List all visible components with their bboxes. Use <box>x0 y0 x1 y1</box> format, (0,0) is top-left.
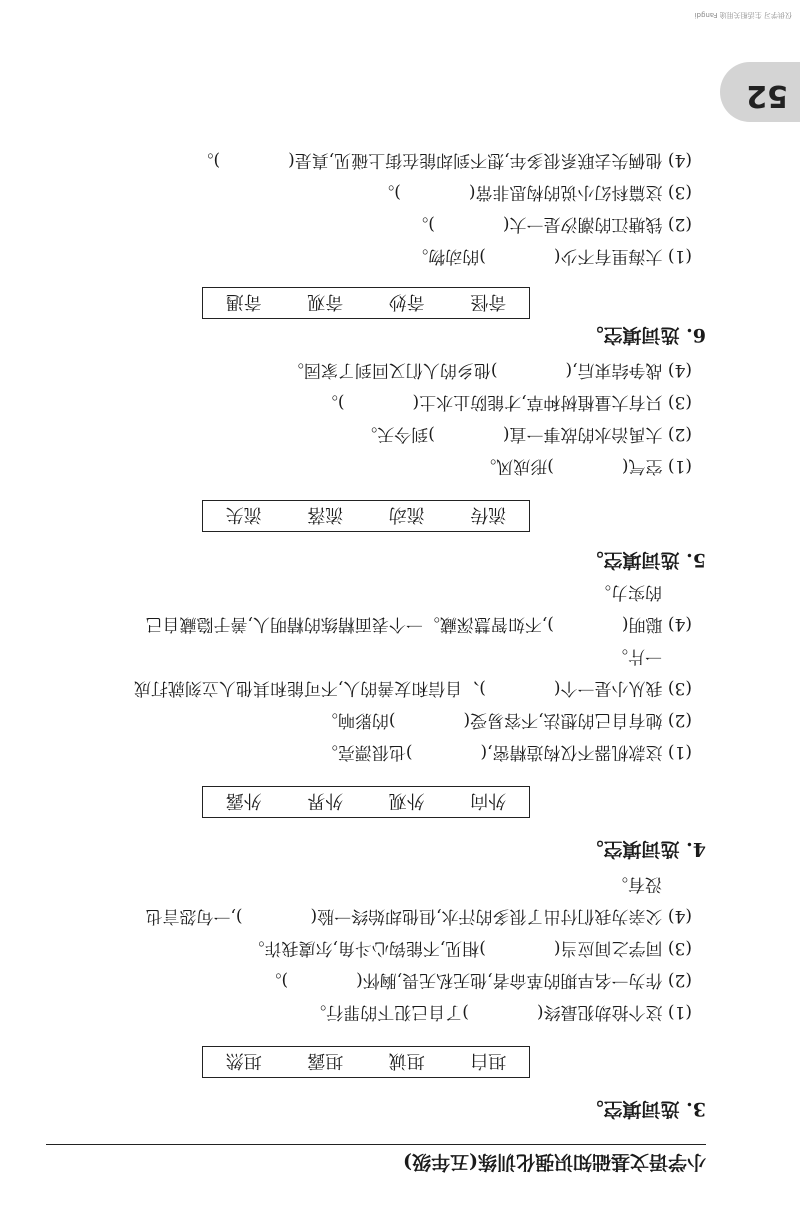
word-option: 流传 <box>470 504 507 525</box>
footer-note: 仅供学习 生活相关用途 Fangdi <box>694 11 792 19</box>
section-4-title: 4. 选词填空。 <box>584 838 706 860</box>
question-item: (3) 同学之间应当( )相见,不能钩心斗角,尔虞我诈。 <box>247 938 692 958</box>
word-option: 外向 <box>470 790 507 811</box>
header-divider <box>46 1144 706 1145</box>
question-item-continuation: 一片。 <box>611 646 662 666</box>
question-item: (4) 聪明( ),不如智慧深藏。一个表面精练的精明人,善于隐藏自己 <box>145 614 692 634</box>
question-item-continuation: 没有。 <box>611 874 662 894</box>
word-option: 坦然 <box>225 1050 262 1071</box>
question-item: (4) 战争结束后,( )他乡的人们又回到了家园。 <box>286 360 692 380</box>
word-option: 外观 <box>388 790 425 811</box>
question-item: (3) 我从小是一个( )、自信和友善的人,不可能和其他人立刻就打成 <box>133 678 692 698</box>
question-item: (3) 只有大量植树种草,才能防止水土( )。 <box>320 392 692 412</box>
word-option: 奇怪 <box>470 291 507 312</box>
question-item: (2) 她有自己的想法,不容易受( )的影响。 <box>320 710 692 730</box>
question-item: (2) 钱塘江的潮汐是一大( )。 <box>411 214 692 234</box>
question-item: (3) 这篇科幻小说的构思非常( )。 <box>377 182 692 202</box>
section-3-title: 3. 选词填空。 <box>584 1098 706 1120</box>
question-item: (1) 这个抢劫犯最终( )了自己犯下的罪行。 <box>309 1002 692 1022</box>
section-3-word-box <box>202 1046 530 1078</box>
word-option: 奇遇 <box>225 291 262 312</box>
section-5-title: 5. 选词填空。 <box>584 549 706 571</box>
question-item: (2) 作为一名早期的革命者,他无私无畏,胸怀( )。 <box>264 970 692 990</box>
question-item: (1) 空气( )形成风。 <box>479 456 692 476</box>
word-option: 外界 <box>307 790 344 811</box>
running-header: 小学语文基础知识强化训练(五年级) <box>403 1151 706 1173</box>
word-option: 奇观 <box>307 291 344 312</box>
section-5-word-box <box>202 500 530 532</box>
page-number: 52 <box>746 78 788 113</box>
question-item: (4) 父亲为我们付出了很多的汗水,但他却始终一脸( ),一句怨言也 <box>145 906 692 926</box>
section-6-word-box <box>202 287 530 319</box>
word-option: 流落 <box>307 504 344 525</box>
word-option: 坦露 <box>307 1050 344 1071</box>
word-option: 流失 <box>225 504 262 525</box>
word-option: 外露 <box>225 790 262 811</box>
word-option: 奇妙 <box>388 291 425 312</box>
question-item: (4) 他俩失去联系很多年,想不到却能在街上碰见,真是( )。 <box>196 150 692 170</box>
question-item: (1) 这款机器不仅构造精密,( )也很漂亮。 <box>320 742 692 762</box>
section-4-word-box <box>202 786 530 818</box>
question-item: (2) 大禹治水的故事一直( )到今天。 <box>360 424 692 444</box>
word-option: 坦诚 <box>388 1050 425 1071</box>
question-item: (1) 大海里有不少( )的动物。 <box>411 246 692 266</box>
word-option: 流动 <box>388 504 425 525</box>
question-item-continuation: 的实力。 <box>594 582 662 602</box>
word-option: 坦白 <box>470 1050 507 1071</box>
section-6-title: 6. 选词填空。 <box>584 324 706 346</box>
